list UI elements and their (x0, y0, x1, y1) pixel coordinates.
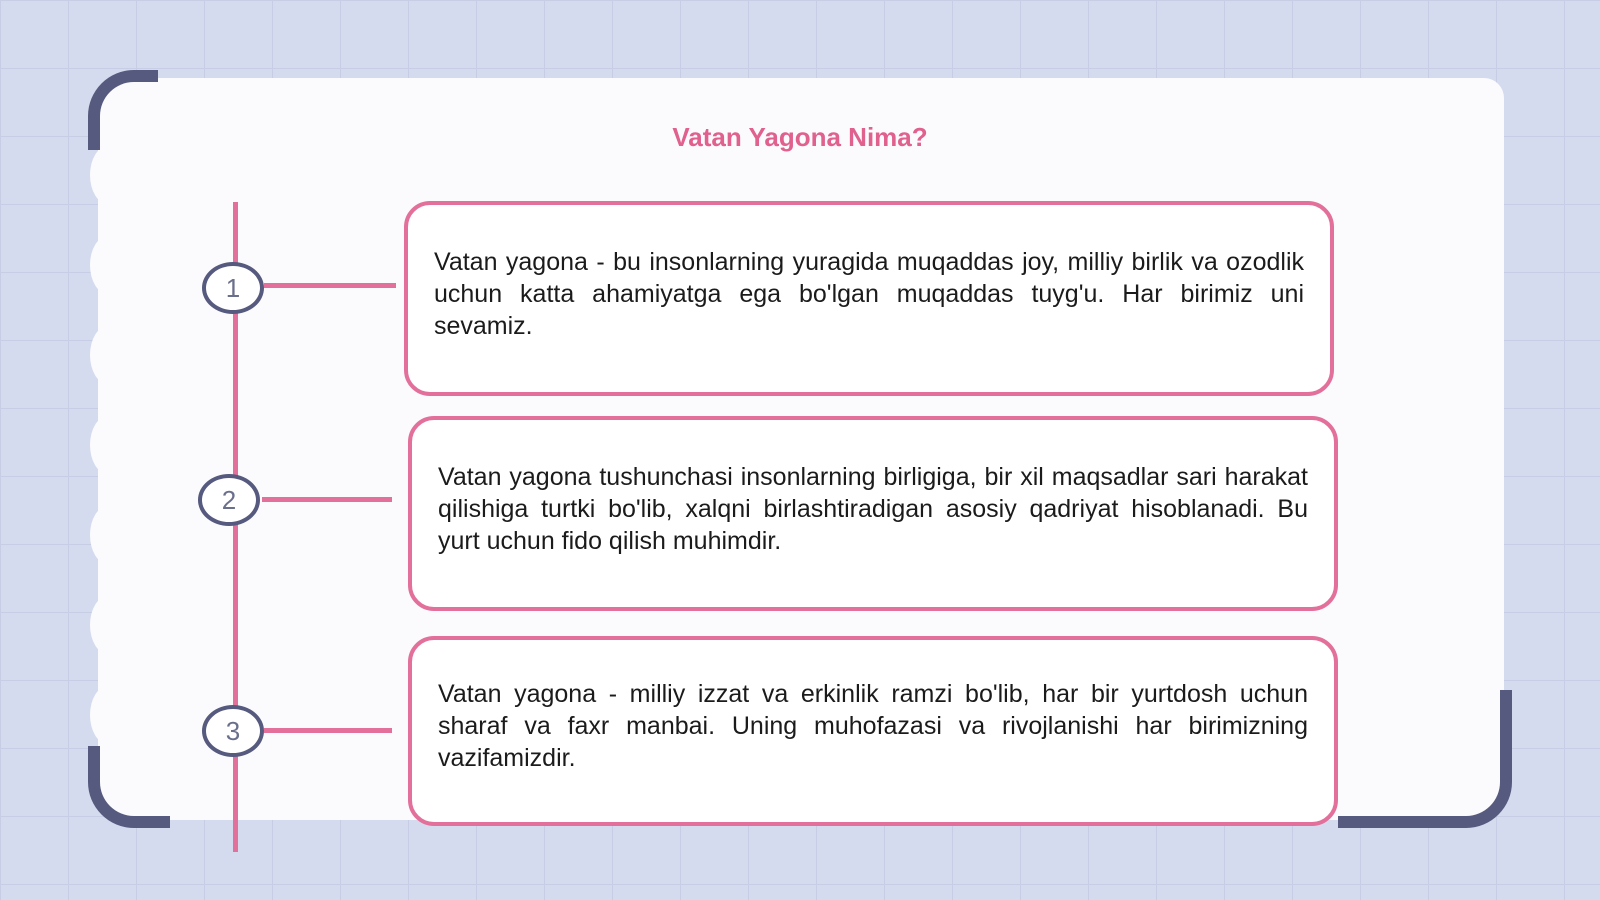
step-number-1: 1 (202, 262, 264, 314)
card-scallop (90, 326, 126, 384)
info-text-3: Vatan yagona - milliy izzat va erkinlik ramzi bo'lib, har bir yurtdosh uchun sharaf va faxr manbai. Uning muhofazasi va rivojlanishi har birimizning vazifamizdir. (438, 680, 1308, 772)
card-scallop (90, 416, 126, 474)
timeline-connector (264, 283, 396, 288)
card-scallop (90, 236, 126, 294)
card-scallop (90, 686, 126, 744)
frame-corner-bottom-right (1338, 690, 1512, 828)
card-scallop (90, 506, 126, 564)
timeline-connector (264, 728, 392, 733)
card-scallop (90, 596, 126, 654)
info-text-2: Vatan yagona tushunchasi insonlarning birligiga, bir xil maqsadlar sari harakat qilishiga turtki bo'lib, xalqni birlashtiradigan asosiy qadriyat hisoblanadi. Bu yurt uchun fido qilish muhimdir. (438, 462, 1308, 555)
card-scallop (90, 146, 126, 204)
info-box-3 (408, 636, 1338, 826)
frame-corner-bottom-left (88, 746, 170, 828)
timeline-connector (262, 497, 392, 502)
info-box-2 (408, 416, 1338, 611)
info-text-1: Vatan yagona - bu insonlarning yuragida muqaddas joy, milliy birlik va ozodlik uchun katta ahamiyatga ega bo'lgan muqaddas tuyg'u. Har birimiz uni sevamiz. (434, 247, 1304, 340)
step-number-2: 2 (198, 474, 260, 526)
step-number-3: 3 (202, 705, 264, 757)
slide-title: Vatan Yagona Nima? (672, 122, 928, 152)
info-box-1 (404, 201, 1334, 396)
